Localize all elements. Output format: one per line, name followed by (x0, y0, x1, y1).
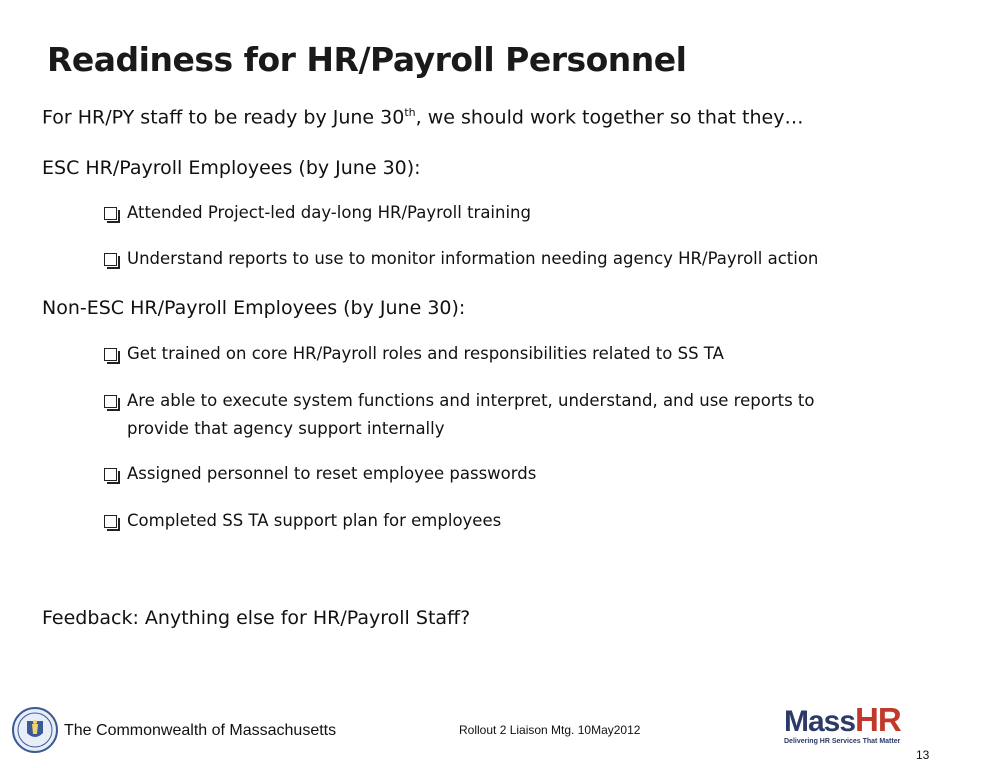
esc-item: Understand reports to use to monitor information needing agency HR/Payroll action (127, 249, 819, 268)
logo-mass-text: Mass (784, 705, 856, 738)
intro-text (42, 106, 803, 128)
non-esc-item: Completed SS TA support plan for employees (127, 511, 502, 530)
page-number: 13 (916, 748, 930, 762)
masshr-logo (784, 701, 901, 745)
checkbox-bullet-icon (104, 207, 117, 220)
footer-organization: The Commonwealth of Massachusetts (64, 722, 337, 739)
intro-superscript: th (404, 106, 416, 119)
checkbox-bullet-icon (104, 395, 117, 408)
logo-hr-text: HR (855, 701, 901, 738)
esc-heading: ESC HR/Payroll Employees (by June 30): (42, 157, 421, 179)
checkbox-bullet-icon (104, 348, 117, 361)
slide-title: Readiness for HR/Payroll Personnel (47, 40, 687, 79)
intro-text-main: For HR/PY staff to be ready by June 30 (42, 106, 405, 129)
checkbox-bullet-icon (104, 253, 117, 266)
non-esc-item: Get trained on core HR/Payroll roles and responsibilities related to SS TA (127, 344, 724, 363)
logo-tagline: Delivering HR Services That Matter (784, 738, 901, 745)
feedback-text: Feedback: Anything else for HR/Payroll Staff? (42, 607, 471, 629)
checkbox-bullet-icon (104, 515, 117, 528)
non-esc-heading: Non-ESC HR/Payroll Employees (by June 30): (42, 297, 466, 319)
footer-meeting: Rollout 2 Liaison Mtg. 10May2012 (459, 723, 641, 737)
esc-item: Attended Project-led day-long HR/Payroll training (127, 203, 531, 222)
checkbox-bullet-icon (104, 468, 117, 481)
intro-text-end: , we should work together so that they… (415, 106, 804, 129)
non-esc-item: Are able to execute system functions and interpret, understand, and use reports to (127, 391, 815, 410)
commonwealth-seal-icon (12, 707, 58, 753)
non-esc-item: Assigned personnel to reset employee passwords (127, 464, 537, 483)
non-esc-item-continuation: provide that agency support internally (127, 419, 445, 438)
